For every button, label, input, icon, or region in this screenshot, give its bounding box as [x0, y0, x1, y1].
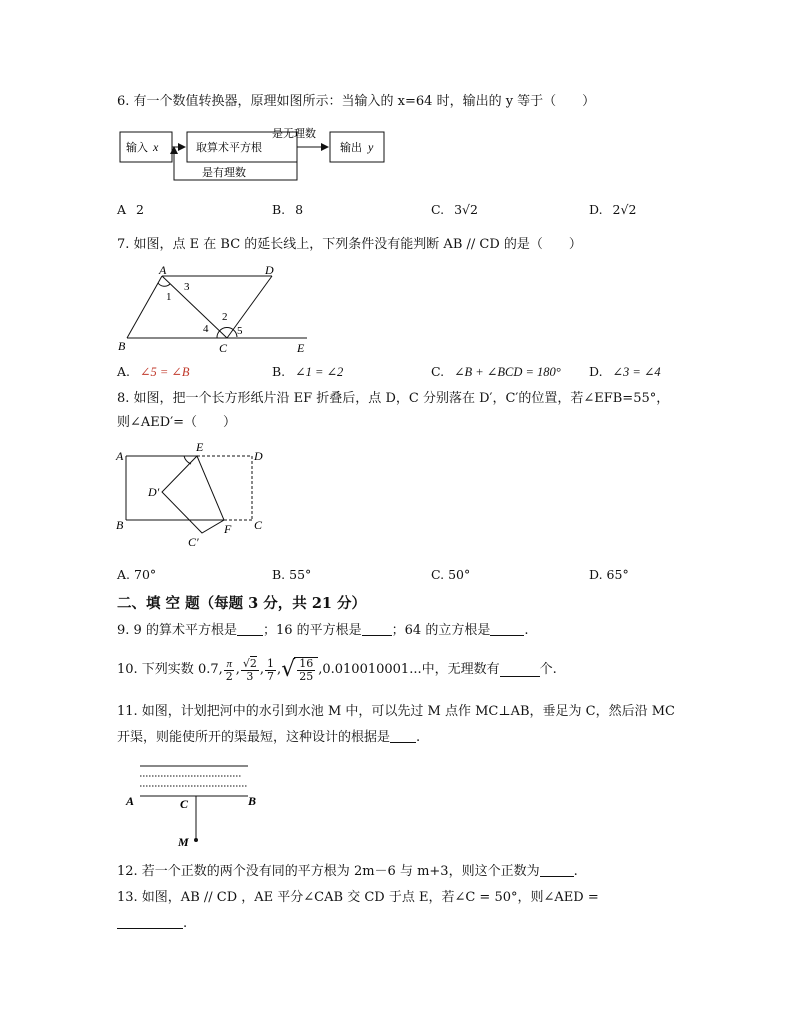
option-value: 50° [448, 567, 471, 582]
sqrt-16-over-25 [281, 657, 318, 683]
point-e-label: E [297, 341, 305, 355]
folded-part [162, 456, 224, 533]
input-label: 输入 [126, 141, 148, 154]
angle-3-label: 3 [184, 281, 190, 293]
q10-prefix: 10. 下列实数 0.7, [117, 662, 223, 677]
option-letter: D. [589, 202, 603, 217]
segment-ab [127, 276, 162, 338]
q11-line2 [117, 728, 420, 748]
radical-sign: √ [281, 657, 296, 682]
denominator: 3 [246, 669, 254, 683]
q8-option-a[interactable] [117, 567, 156, 582]
point-e-label: E [196, 440, 204, 454]
option-letter: B. [272, 567, 286, 582]
fraction-1-over-7 [265, 658, 276, 683]
angle-1-label: 1 [166, 291, 172, 303]
q13-line2 [117, 914, 187, 934]
q9-text [117, 621, 528, 641]
option-letter: C. [431, 567, 445, 582]
q7-option-a[interactable] [117, 364, 190, 380]
q7-option-d[interactable] [589, 364, 661, 380]
q8-fold-figure [112, 440, 272, 552]
point-c-label: C [180, 797, 189, 811]
q11-line2-text: 开渠，则能使所开的渠最短，这种设计的根据是 [117, 730, 391, 745]
option-value: 65° [606, 567, 629, 582]
q9-part4: . [524, 623, 529, 638]
point-f-label: F [224, 522, 232, 536]
option-value: 2 [136, 202, 144, 217]
point-m-label: M [178, 835, 189, 849]
radicand: 2 [249, 656, 257, 670]
q9-part2: ；16 的平方根是 [262, 623, 362, 638]
option-value: ∠3 = ∠4 [612, 365, 661, 379]
option-letter: C. [431, 202, 445, 217]
segment-ac [162, 276, 227, 338]
q11-end: . [416, 730, 421, 745]
q9-part1: 9. 9 的算术平方根是 [117, 623, 237, 638]
q10-suffix: 个. [539, 662, 557, 677]
rational-label: 是有理数 [202, 166, 246, 179]
option-value: 2√2 [612, 202, 637, 217]
option-value: ∠5 = ∠B [140, 365, 190, 379]
output-label: 输出 [340, 141, 362, 154]
process-label: 取算术平方根 [196, 141, 262, 154]
option-value: 55° [289, 567, 312, 582]
output-var: y [368, 140, 374, 154]
point-b-label: B [118, 339, 126, 353]
q12-text [117, 862, 578, 882]
q7-parallelogram-figure [112, 260, 322, 356]
option-value: 3√2 [454, 202, 478, 217]
angle-5-label: 5 [237, 325, 243, 337]
q7-text: 7. 如图，点 E 在 BC 的延长线上，下列条件没有能判断 AB // CD 的是（ ） [117, 237, 582, 252]
point-a-label: A [159, 263, 167, 277]
option-letter: A. [117, 364, 131, 379]
q6-option-b[interactable] [272, 202, 303, 217]
denominator: 25 [299, 670, 314, 683]
numerator: 1 [267, 656, 275, 670]
q11-river-figure [120, 758, 280, 850]
fraction-root2-over-3 [241, 658, 259, 683]
point-b-label: B [248, 794, 257, 808]
option-letter: A [117, 202, 127, 217]
q6-option-d[interactable] [589, 202, 636, 217]
option-letter: D. [589, 364, 603, 379]
q10-text: 10. 下列实数 0.7, $\frac{\pi}{2}$ , $\frac{√2}{3}$ , $\frac{1}{7}$ , √ $\frac{16}{25}$ ,0.010010001...中，无理数有 个. [117, 656, 557, 683]
denominator: 2 [225, 669, 233, 683]
point-d-label: D [265, 263, 274, 277]
numerator: √2 [242, 656, 257, 670]
q9-blank-1[interactable] [237, 622, 263, 636]
point-a-label: A [116, 449, 124, 463]
option-letter: C. [431, 364, 445, 379]
q13-blank[interactable] [117, 915, 183, 929]
numerator: π [226, 657, 232, 670]
denominator: 7 [267, 669, 275, 683]
angle-arc-a [158, 283, 170, 286]
irrational-label: 是无理数 [272, 127, 316, 140]
point-a-label: A [126, 794, 135, 808]
option-value: ∠B + ∠BCD = 180° [454, 365, 561, 379]
option-value: ∠1 = ∠2 [295, 365, 344, 379]
q6-option-a[interactable] [117, 202, 144, 217]
point-c-label: C [219, 341, 228, 355]
option-letter: A. [117, 567, 131, 582]
numerator: 16 [299, 657, 314, 670]
segment-dc [227, 276, 272, 338]
option-letter: D. [589, 567, 603, 582]
q7-option-c[interactable] [431, 364, 561, 380]
section-heading-fill-in: 二、填 空 题（每题 3 分，共 21 分） [117, 595, 367, 612]
point-m-dot [194, 838, 198, 842]
q11-line1: 11. 如图，计划把河中的水引到水池 M 中，可以先过 M 点作 MC⊥AB，垂足为 C，然后沿 MC [117, 704, 675, 719]
q7-option-b[interactable] [272, 364, 343, 380]
q8-line2: 则∠AED′=（ ） [117, 415, 237, 430]
option-value: 70° [134, 567, 157, 582]
radicand [294, 657, 318, 683]
q9-blank-2[interactable] [362, 622, 392, 636]
point-c-prime-label: C′ [188, 535, 199, 549]
q6-option-c[interactable] [431, 202, 478, 217]
point-d-label: D [254, 449, 263, 463]
point-d-prime-label: D′ [148, 485, 160, 499]
q8-option-d[interactable] [589, 567, 629, 582]
q6-flow-diagram [112, 124, 402, 188]
q8-option-b[interactable] [272, 567, 311, 582]
fraction-pi-over-2 [224, 658, 235, 683]
q11-blank[interactable] [390, 729, 416, 743]
q8-line1: 8. 如图，把一个长方形纸片沿 EF 折叠后，点 D，C 分别落在 D′，C′的位置，若∠EFB=55°， [117, 391, 670, 406]
q6-text: 6. 有一个数值转换器，原理如图所示：当输入的 x=64 时，输出的 y 等于（ ） [117, 94, 596, 109]
point-b-label: B [116, 518, 124, 532]
point-c-label: C [254, 518, 263, 532]
q9-part3: ；64 的立方根是 [391, 623, 491, 638]
option-letter: B. [272, 202, 286, 217]
q13-line1: 13. 如图，AB // CD ，AE 平分∠CAB 交 CD 于点 E，若∠C = 50°，则∠AED = [117, 890, 599, 905]
q10-blank[interactable] [500, 663, 540, 677]
option-value: 8 [295, 202, 304, 217]
angle-2-label: 2 [222, 311, 228, 323]
angle-4-label: 4 [203, 323, 209, 335]
q12-body: 12. 若一个正数的两个没有同的平方根为 2m－6 与 m+3，则这个正数为 [117, 864, 540, 879]
q9-blank-3[interactable] [490, 622, 524, 636]
q13-end: . [183, 916, 188, 931]
q12-end: . [573, 864, 578, 879]
q12-blank[interactable] [540, 863, 574, 877]
option-letter: B. [272, 364, 286, 379]
q10-tail: ,0.010010001...中，无理数有 [318, 662, 500, 677]
input-var: x [153, 140, 159, 154]
q8-option-c[interactable] [431, 567, 470, 582]
